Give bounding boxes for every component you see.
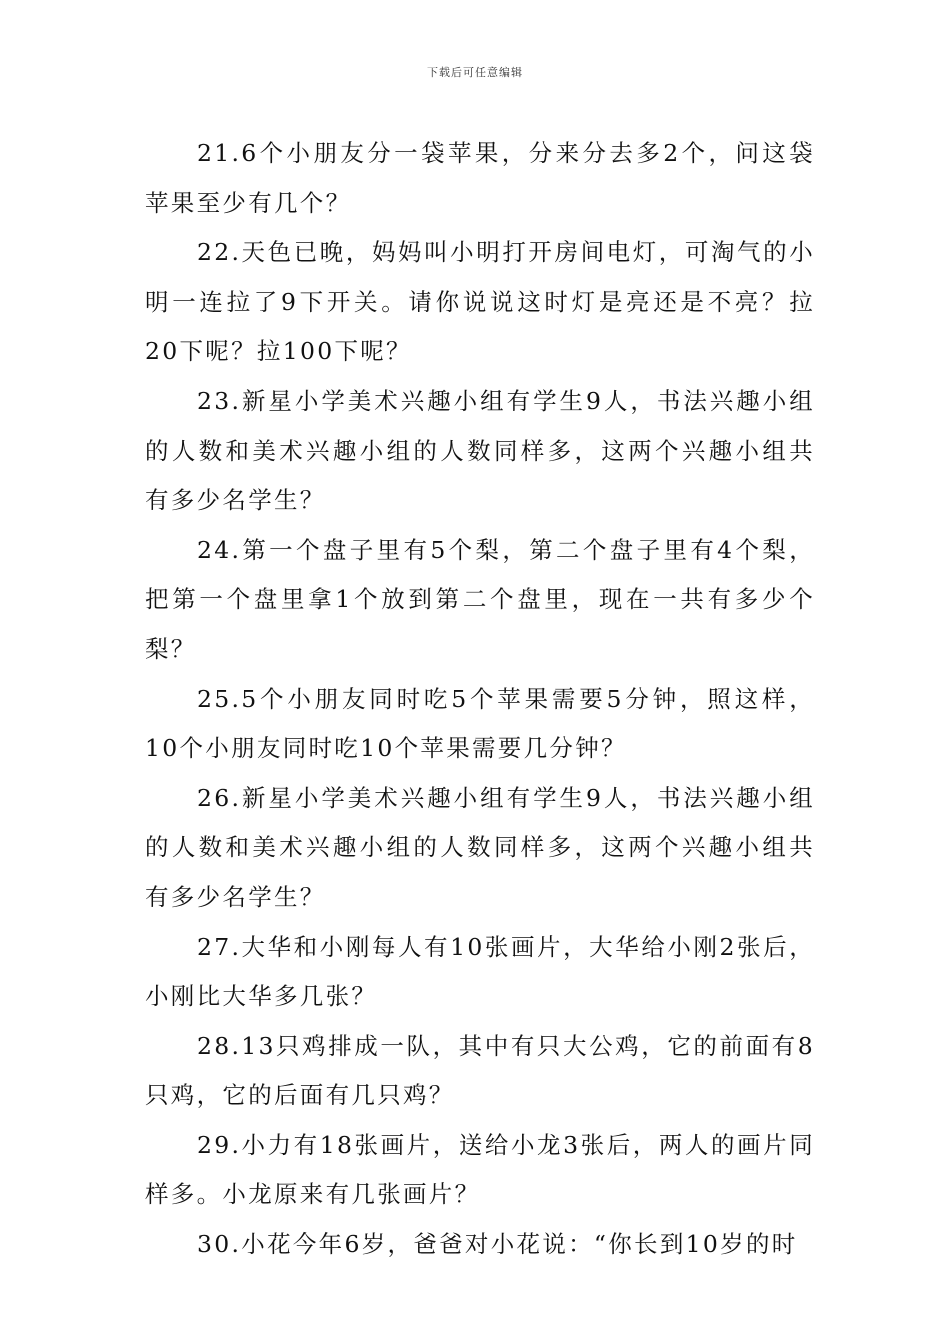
- problem-23: 23.新星小学美术兴趣小组有学生9人，书法兴趣小组的人数和美术兴趣小组的人数同样多，这两个兴趣小组共有多少名学生？: [145, 386, 815, 515]
- problem-21: 21.6个小朋友分一袋苹果，分来分去多2个，问这袋苹果至少有几个？: [145, 139, 815, 217]
- problem-24: 24.第一个盘子里有5个梨，第二个盘子里有4个梨，把第一个盘里拿1个放到第二个盘里，现在一共有多少个梨？: [145, 535, 815, 663]
- problem-30: 30.小花今年6岁，爸爸对小花说：“你长到10岁的时: [197, 1230, 798, 1259]
- problem-22: 22.天色已晚，妈妈叫小明打开房间电灯，可淘气的小明一连拉了9下开关。请你说说这时灯是亮还是不亮？拉20下呢？拉100下呢？: [145, 238, 815, 366]
- problem-27: 27.大华和小刚每人有10张画片，大华给小刚2张后，小刚比大华多几张？: [145, 932, 815, 1011]
- document-body: [145, 129, 815, 1270]
- page-header: 下载后可任意编辑: [427, 66, 523, 79]
- problem-28: 28.13只鸡排成一队，其中有只大公鸡，它的前面有8只鸡，它的后面有几只鸡？: [145, 1031, 815, 1110]
- problem-29: 29.小力有18张画片，送给小龙3张后，两人的画片同样多。小龙原来有几张画片？: [145, 1130, 815, 1209]
- problem-26: 26.新星小学美术兴趣小组有学生9人，书法兴趣小组的人数和美术兴趣小组的人数同样多，这两个兴趣小组共有多少名学生？: [145, 783, 815, 911]
- problem-25: 25.5个小朋友同时吃5个苹果需要5分钟，照这样，10个小朋友同时吃10个苹果需要几分钟？: [145, 684, 815, 763]
